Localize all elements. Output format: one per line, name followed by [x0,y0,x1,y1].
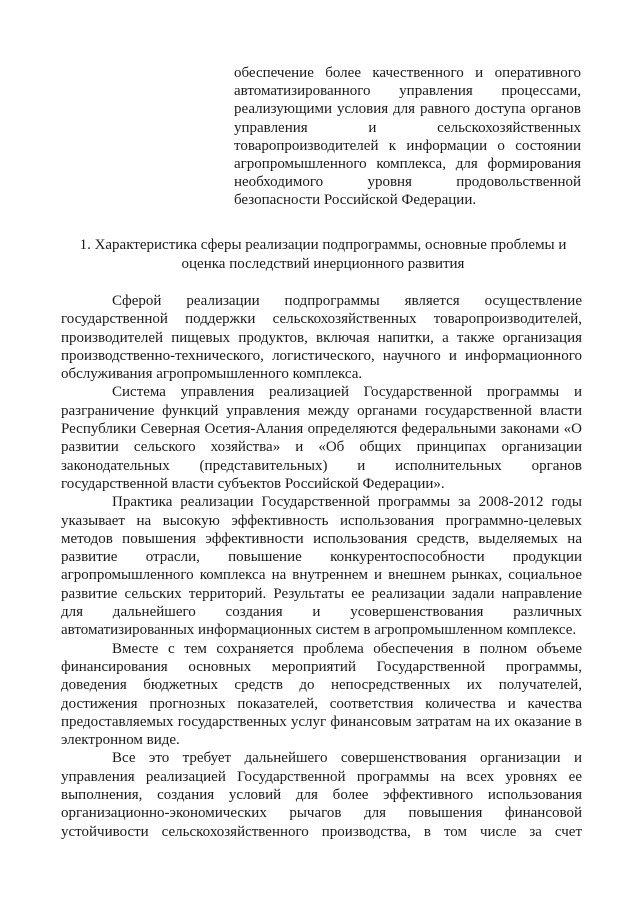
body-paragraph-management-system: Система управления реализацией Государственной программы и разграничение функций управления между органами государственной власти Республики Северная Осетия-Алания определяются федеральными законами «О развитии сельского хозяйства» и «Об общих принципах организации законодательных (представительных) и исполнительных органов государственной власти субъектов Российской Федерации». [61,384,582,492]
section-heading-line-2: оценка последствий инерционного развития [181,255,465,272]
body-paragraph-problems: Вместе с тем сохраняется проблема обеспечения в полном объеме финансирования основных мероприятий Государственной программы, доведения бюджетных средств до непосредственных их получателей, достижения прогнозных показателей, соответствия количества и качества предоставляемых государственных услуг финансовым затратам на их оказание в электронном виде. [61,640,582,749]
body-paragraph-requirements: Все это требует дальнейшего совершенствования организации и управления реализацией Государственной программы на всех уровнях ее выполнения, создания условий для более эффективного использования организационно-экономических рычагов для повышения финансовой устойчивости сельскохозяйственного производства, в том числе за счет [61,750,582,840]
body-paragraph-practice: Практика реализации Государственной программы за 2008-2012 годы указывает на высокую эффективность использования программно-целевых методов повышения эффективности использования средств, выделяемых на развитие отрасли, повышение конкурентоспособности продукции агропромышленного комплекса на внутреннем и внешнем рынках, социальное развитие сельских территорий. Результаты ее реализации задали направление для дальнейшего создания и усовершенствования различных автоматизированных информационных систем в агропромышленном комплексе. [61,494,582,639]
goal-paragraph: обеспечение более качественного и оперативного автоматизированного управления процессами, реализующими условия для равного доступа органов управления и сельскохозяйственных товаропроизводителей к информации о состоянии агропромышленного комплекса, для формирования необходимого уровня продовольственной безопасности Российской Федерации. [234,65,581,209]
section-heading-line-1: 1. Характеристика сферы реализации подпрограммы, основные проблемы и [79,237,567,253]
body-paragraph-scope: Сферой реализации подпрограммы является осуществление государственной поддержки сельскохозяйственных товаропроизводителей, производителей пищевых продуктов, включая напитки, а также организация производственно-технического, логистического, научного и информационного обслуживания агропромышленного комплекса. [61,293,582,383]
section-body [61,292,582,841]
section-heading [62,236,584,273]
